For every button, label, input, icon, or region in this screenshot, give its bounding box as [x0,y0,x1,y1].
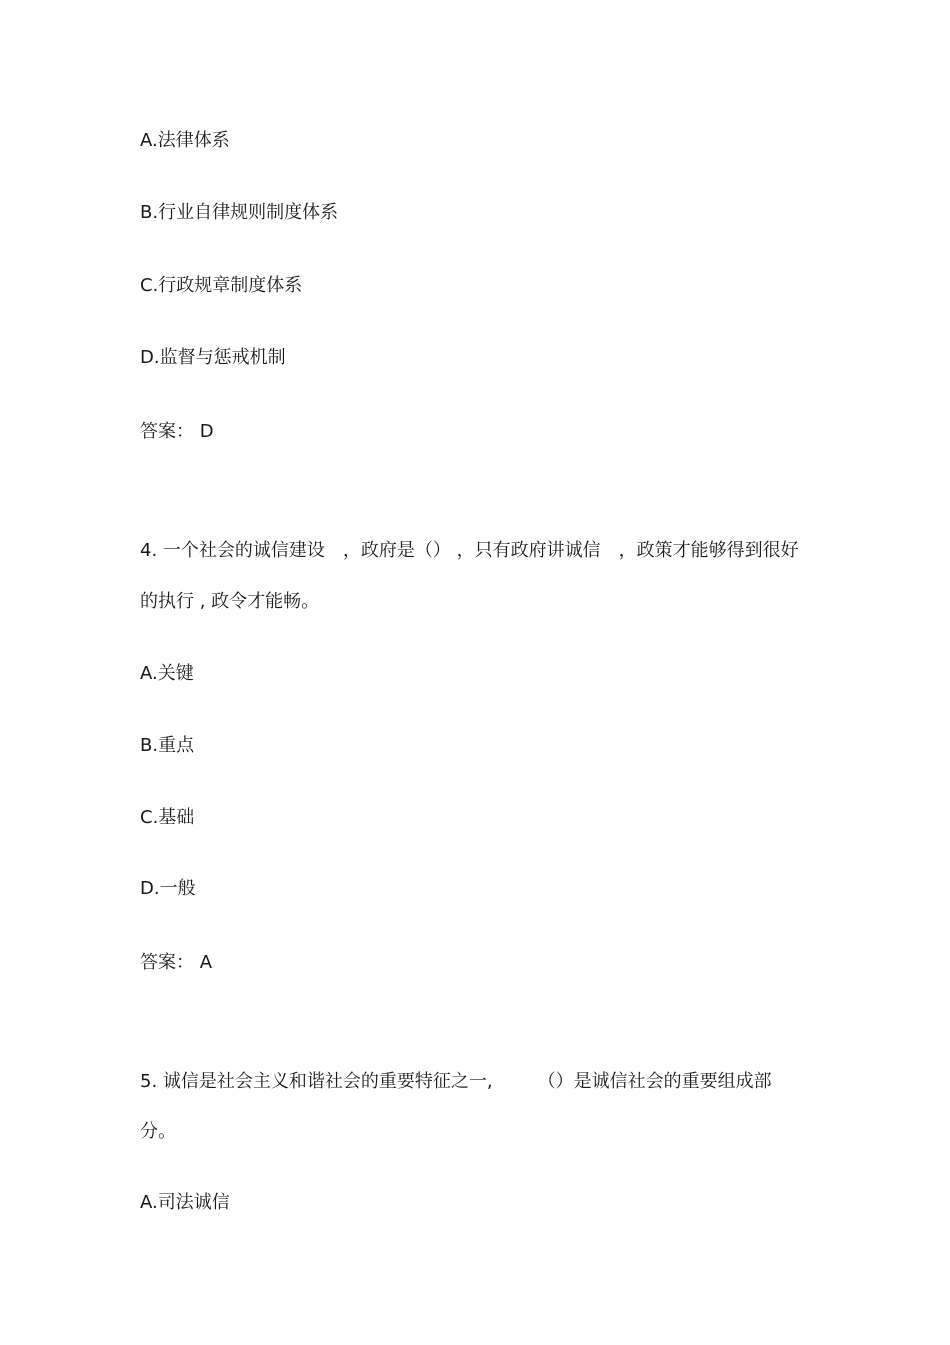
q4-stem-line-1: 4. 一个社会的诚信建设 ，政府是（） ，只有政府讲诚信 ，政策才能够得到很好 [140,540,799,561]
q3-option-a: A.法律体系 [140,130,230,151]
q5-option-a: A.司法诚信 [140,1192,230,1213]
q5-stem-line-1: 5. 诚信是社会主义和谐社会的重要特征之一, （）是诚信社会的重要组成部 [140,1071,772,1092]
q3-option-b: B.行业自律规则制度体系 [140,202,339,223]
q3-option-d: D.监督与惩戒机制 [140,347,286,368]
q4-option-b: B.重点 [140,735,195,756]
q3-option-c: C.行政规章制度体系 [140,275,303,296]
q4-option-a: A.关键 [140,663,194,684]
q3-answer: 答案： D [140,421,214,442]
q4-stem-line-2: 的执行 , 政令才能畅。 [140,591,320,612]
q4-option-d: D.一般 [140,878,196,899]
q4-option-c: C.基础 [140,807,195,828]
q4-answer: 答案： A [140,952,213,973]
q5-stem-line-2: 分。 [140,1121,176,1142]
